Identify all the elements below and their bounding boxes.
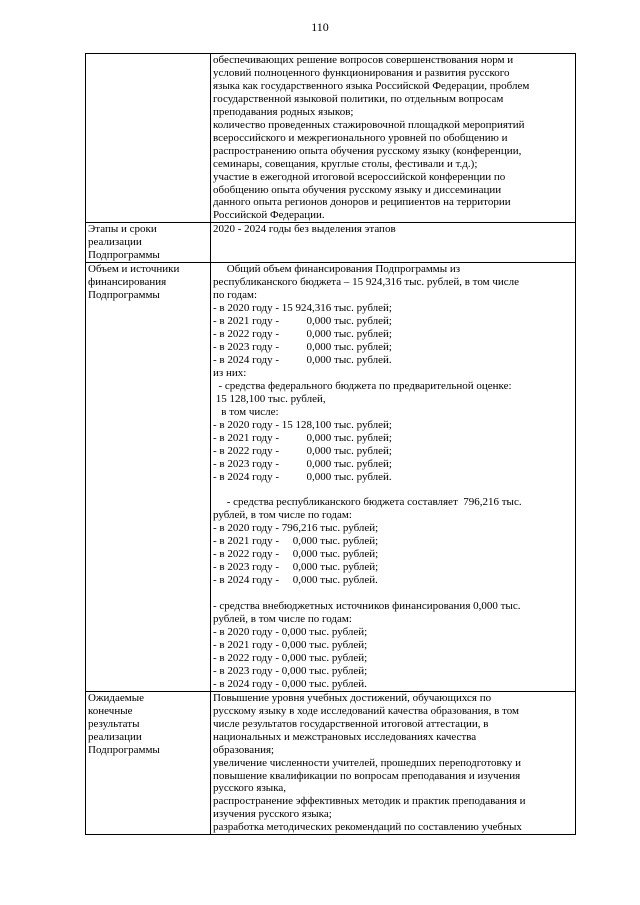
- row-label-cell: [86, 54, 211, 223]
- table-row: [86, 691, 576, 834]
- content-line: количество проведенных стажировочной площадкой мероприятий: [213, 118, 525, 131]
- content-line: обеспечивающих решение вопросов совершенствования норм и: [213, 54, 514, 66]
- content-line: изучения русского языка;: [213, 808, 332, 821]
- content-line: 2020 - 2024 годы без выделения этапов: [213, 223, 396, 236]
- content-line: - в 2022 году - 0,000 тыс. рублей;: [213, 328, 392, 341]
- row-label-cell: [86, 223, 211, 263]
- content-line: - в 2023 году - 0,000 тыс. рублей;: [213, 457, 392, 470]
- row-content-cell: [211, 54, 576, 223]
- content-line: - в 2023 году - 0,000 тыс. рублей;: [213, 664, 368, 677]
- label-line: реализации: [88, 236, 142, 249]
- label-line: конечные: [88, 704, 133, 717]
- content-line: числе результатов государственной итоговой аттестации, в: [213, 717, 489, 730]
- content-line: повышение квалификации по вопросам преподавания и изучения: [213, 769, 521, 782]
- row-content-cell: [211, 223, 576, 263]
- row-content-cell: [211, 691, 576, 834]
- content-line: в том числе:: [213, 405, 279, 418]
- content-line: образования;: [213, 743, 275, 756]
- content-line: 15 128,100 тыс. рублей,: [213, 392, 326, 405]
- label-line: Ожидаемые: [88, 691, 145, 704]
- content-line: - в 2023 году - 0,000 тыс. рублей;: [213, 340, 392, 353]
- label-line: Подпрограммы: [88, 743, 160, 756]
- content-line: участие в ежегодной итоговой всероссийской конференции по: [213, 170, 506, 183]
- content-line: - в 2022 году - 0,000 тыс. рублей;: [213, 444, 392, 457]
- content-line: государственной языковой политики, по отдельным вопросам: [213, 92, 504, 105]
- content-line: - в 2022 году - 0,000 тыс. рублей;: [213, 548, 379, 561]
- table-row: [86, 54, 576, 223]
- content-line: - в 2024 году - 0,000 тыс. рублей.: [213, 470, 392, 483]
- content-line: - в 2020 году - 0,000 тыс. рублей;: [213, 626, 368, 639]
- content-line: разработка методических рекомендаций по составлению учебных: [213, 821, 522, 834]
- content-line: - в 2020 году - 15 128,100 тыс. рублей;: [213, 418, 392, 431]
- content-line: языка как государственного языка Российской Федерации, проблем: [213, 79, 530, 92]
- content-line: данного опыта регионов доноров и реципиентов на территории: [213, 196, 511, 209]
- content-line: - в 2021 году - 0,000 тыс. рублей;: [213, 315, 392, 328]
- row-label-cell: [86, 263, 211, 692]
- content-line: рублей, в том числе по годам:: [213, 613, 352, 626]
- content-line: по годам:: [213, 289, 258, 302]
- label-line: Этапы и сроки: [88, 223, 157, 236]
- page-number: 110: [311, 20, 329, 34]
- content-line: - в 2021 году - 0,000 тыс. рублей;: [213, 638, 368, 651]
- row-label-cell: [86, 691, 211, 834]
- content-line: увеличение численности учителей, прошедших переподготовку и: [213, 756, 522, 769]
- table-row: [86, 263, 576, 692]
- content-line: Повышение уровня учебных достижений, обучающихся по: [213, 691, 492, 704]
- content-line: - в 2021 году - 0,000 тыс. рублей;: [213, 535, 379, 548]
- content-line: - в 2024 году - 0,000 тыс. рублей.: [213, 677, 367, 690]
- content-line: преподавания родных языков;: [213, 105, 354, 118]
- content-line: - в 2022 году - 0,000 тыс. рублей;: [213, 651, 368, 664]
- content-line: Российской Федерации.: [213, 209, 325, 222]
- content-line: - средства федерального бюджета по предварительной оценке:: [213, 379, 512, 392]
- content-line: республиканского бюджета – 15 924,316 тыс. рублей, в том числе: [213, 276, 519, 289]
- table-row: [86, 223, 576, 263]
- content-line: русскому языку в ходе исследований качества образования, в том: [213, 704, 519, 717]
- label-line: Подпрограммы: [88, 249, 160, 262]
- content-line: - в 2024 году - 0,000 тыс. рублей.: [213, 353, 392, 366]
- content-line: - средства республиканского бюджета составляет 796,216 тыс.: [213, 496, 522, 509]
- content-line: обобщению опыта обучения русскому языку и диссеминации: [213, 183, 502, 196]
- content-line: из них:: [213, 366, 247, 379]
- content-line: семинары, совещания, круглые столы, фестивали и т.д.);: [213, 157, 478, 170]
- content-line: - в 2020 году - 796,216 тыс. рублей;: [213, 522, 379, 535]
- label-line: результаты: [88, 717, 140, 730]
- content-line: - в 2021 году - 0,000 тыс. рублей;: [213, 431, 392, 444]
- blank-line: [213, 587, 573, 600]
- content-line: - в 2024 году - 0,000 тыс. рублей.: [213, 574, 378, 587]
- content-line: распространение эффективных методик и практик преподавания и: [213, 795, 526, 808]
- content-line: всероссийского и межрегионального уровней по обобщению и: [213, 131, 508, 144]
- content-line: распространению опыта обучения русскому языку (конференции,: [213, 144, 522, 157]
- content-line: русского языка,: [213, 782, 286, 795]
- content-line: - в 2020 году - 15 924,316 тыс. рублей;: [213, 302, 392, 315]
- label-line: финансирования: [88, 276, 167, 289]
- label-line: Объем и источники: [88, 263, 180, 276]
- row-content-cell: [211, 263, 576, 692]
- content-line: рублей, в том числе по годам:: [213, 509, 352, 522]
- content-line: Общий объем финансирования Подпрограммы из: [213, 263, 461, 276]
- content-line: - в 2023 году - 0,000 тыс. рублей;: [213, 561, 379, 574]
- content-line: условий полноценного функционирования и развития русского: [213, 66, 510, 79]
- content-line: - средства внебюджетных источников финансирования 0,000 тыс.: [213, 600, 521, 613]
- label-line: реализации: [88, 730, 142, 743]
- blank-line: [213, 483, 573, 496]
- label-line: Подпрограммы: [88, 289, 160, 302]
- subprogram-passport-table: [85, 53, 576, 835]
- content-line: национальных и межстрановых исследованиях качества: [213, 730, 477, 743]
